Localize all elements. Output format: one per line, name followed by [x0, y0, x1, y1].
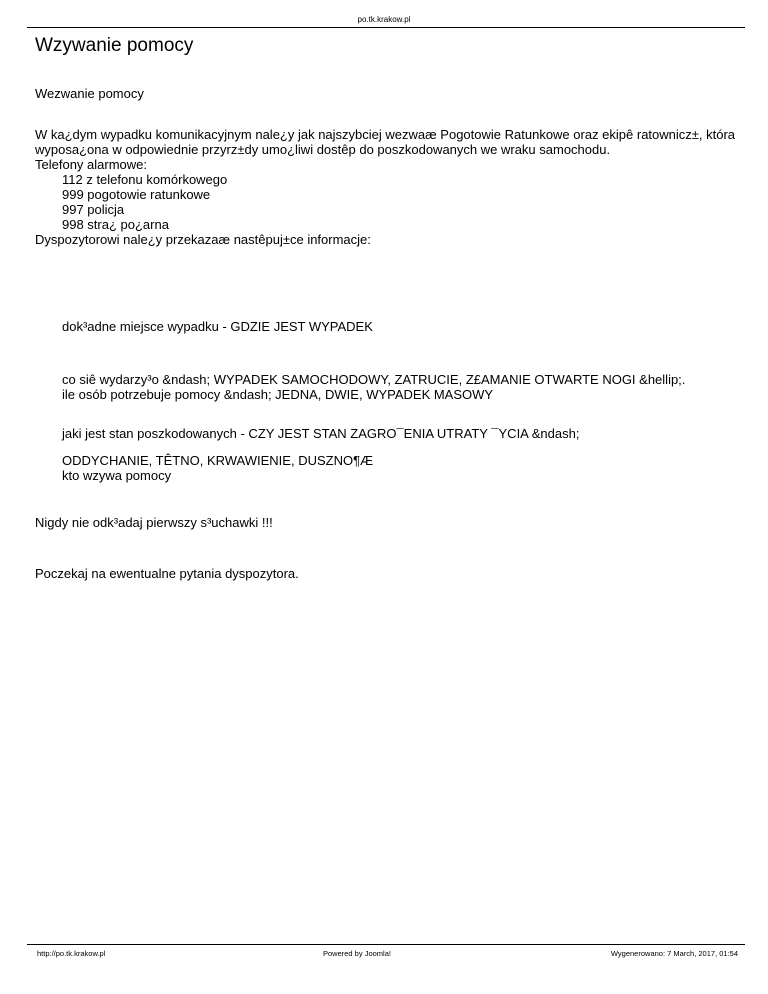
intro-line: wyposa¿ona w odpowiednie przyrz±dy umo¿liwi dostêp do poszkodowanych we wraku samochodu. [35, 142, 611, 157]
site-header: po.tk.krakow.pl [357, 15, 411, 24]
warning-text: Nigdy nie odk³adaj pierwszy s³uchawki !!! [35, 515, 273, 530]
phone-item: 112 z telefonu komórkowego [62, 172, 228, 187]
info-how-many: ile osób potrzebuje pomocy &ndash; JEDNA, DWIE, WYPADEK MASOWY [62, 387, 494, 402]
phone-item: 997 policja [62, 202, 125, 217]
info-what-group [62, 372, 685, 402]
info-condition: jaki jest stan poszkodowanych - CZY JEST STAN ZAGRO¯ENIA UTRATY ¯YCIA &ndash; [62, 426, 580, 441]
phone-item: 999 pogotowie ratunkowe [62, 187, 211, 202]
closing-text: Poczekaj na ewentualne pytania dyspozytora. [35, 566, 299, 581]
page-title: Wzywanie pomocy [35, 35, 194, 56]
footer-url-link[interactable]: http://po.tk.krakow.pl [37, 949, 106, 958]
article-subtitle: Wezwanie pomocy [35, 86, 144, 101]
info-condition-detail: ODDYCHANIE, TÊTNO, KRWAWIENIE, DUSZNO¶Æ [62, 453, 374, 468]
phones-heading: Telefony alarmowe: [35, 157, 147, 172]
info-where: dok³adne miejsce wypadku - GDZIE JEST WYPADEK [62, 319, 373, 334]
info-who: kto wzywa pomocy [62, 468, 172, 483]
info-what: co siê wydarzy³o &ndash; WYPADEK SAMOCHODOWY, ZATRUCIE, Z£AMANIE OTWARTE NOGI &hellip;. [62, 372, 686, 387]
footer-powered-by: Powered by Joomla! [323, 949, 391, 958]
info-condition-group [62, 453, 373, 483]
phone-item: 998 stra¿ po¿arna [62, 217, 169, 232]
footer-generated-date: Wygenerowano: 7 March, 2017, 01:54 [610, 949, 738, 958]
footer-rule [27, 944, 745, 945]
header-rule [27, 27, 745, 28]
dispatcher-intro: Dyspozytorowi nale¿y przekazaæ nastêpuj±ce informacje: [35, 232, 371, 247]
article-body [35, 127, 735, 247]
intro-line: W ka¿dym wypadku komunikacyjnym nale¿y jak najszybciej wezwaæ Pogotowie Ratunkowe oraz ekipê ratownicz±, która [35, 127, 736, 142]
